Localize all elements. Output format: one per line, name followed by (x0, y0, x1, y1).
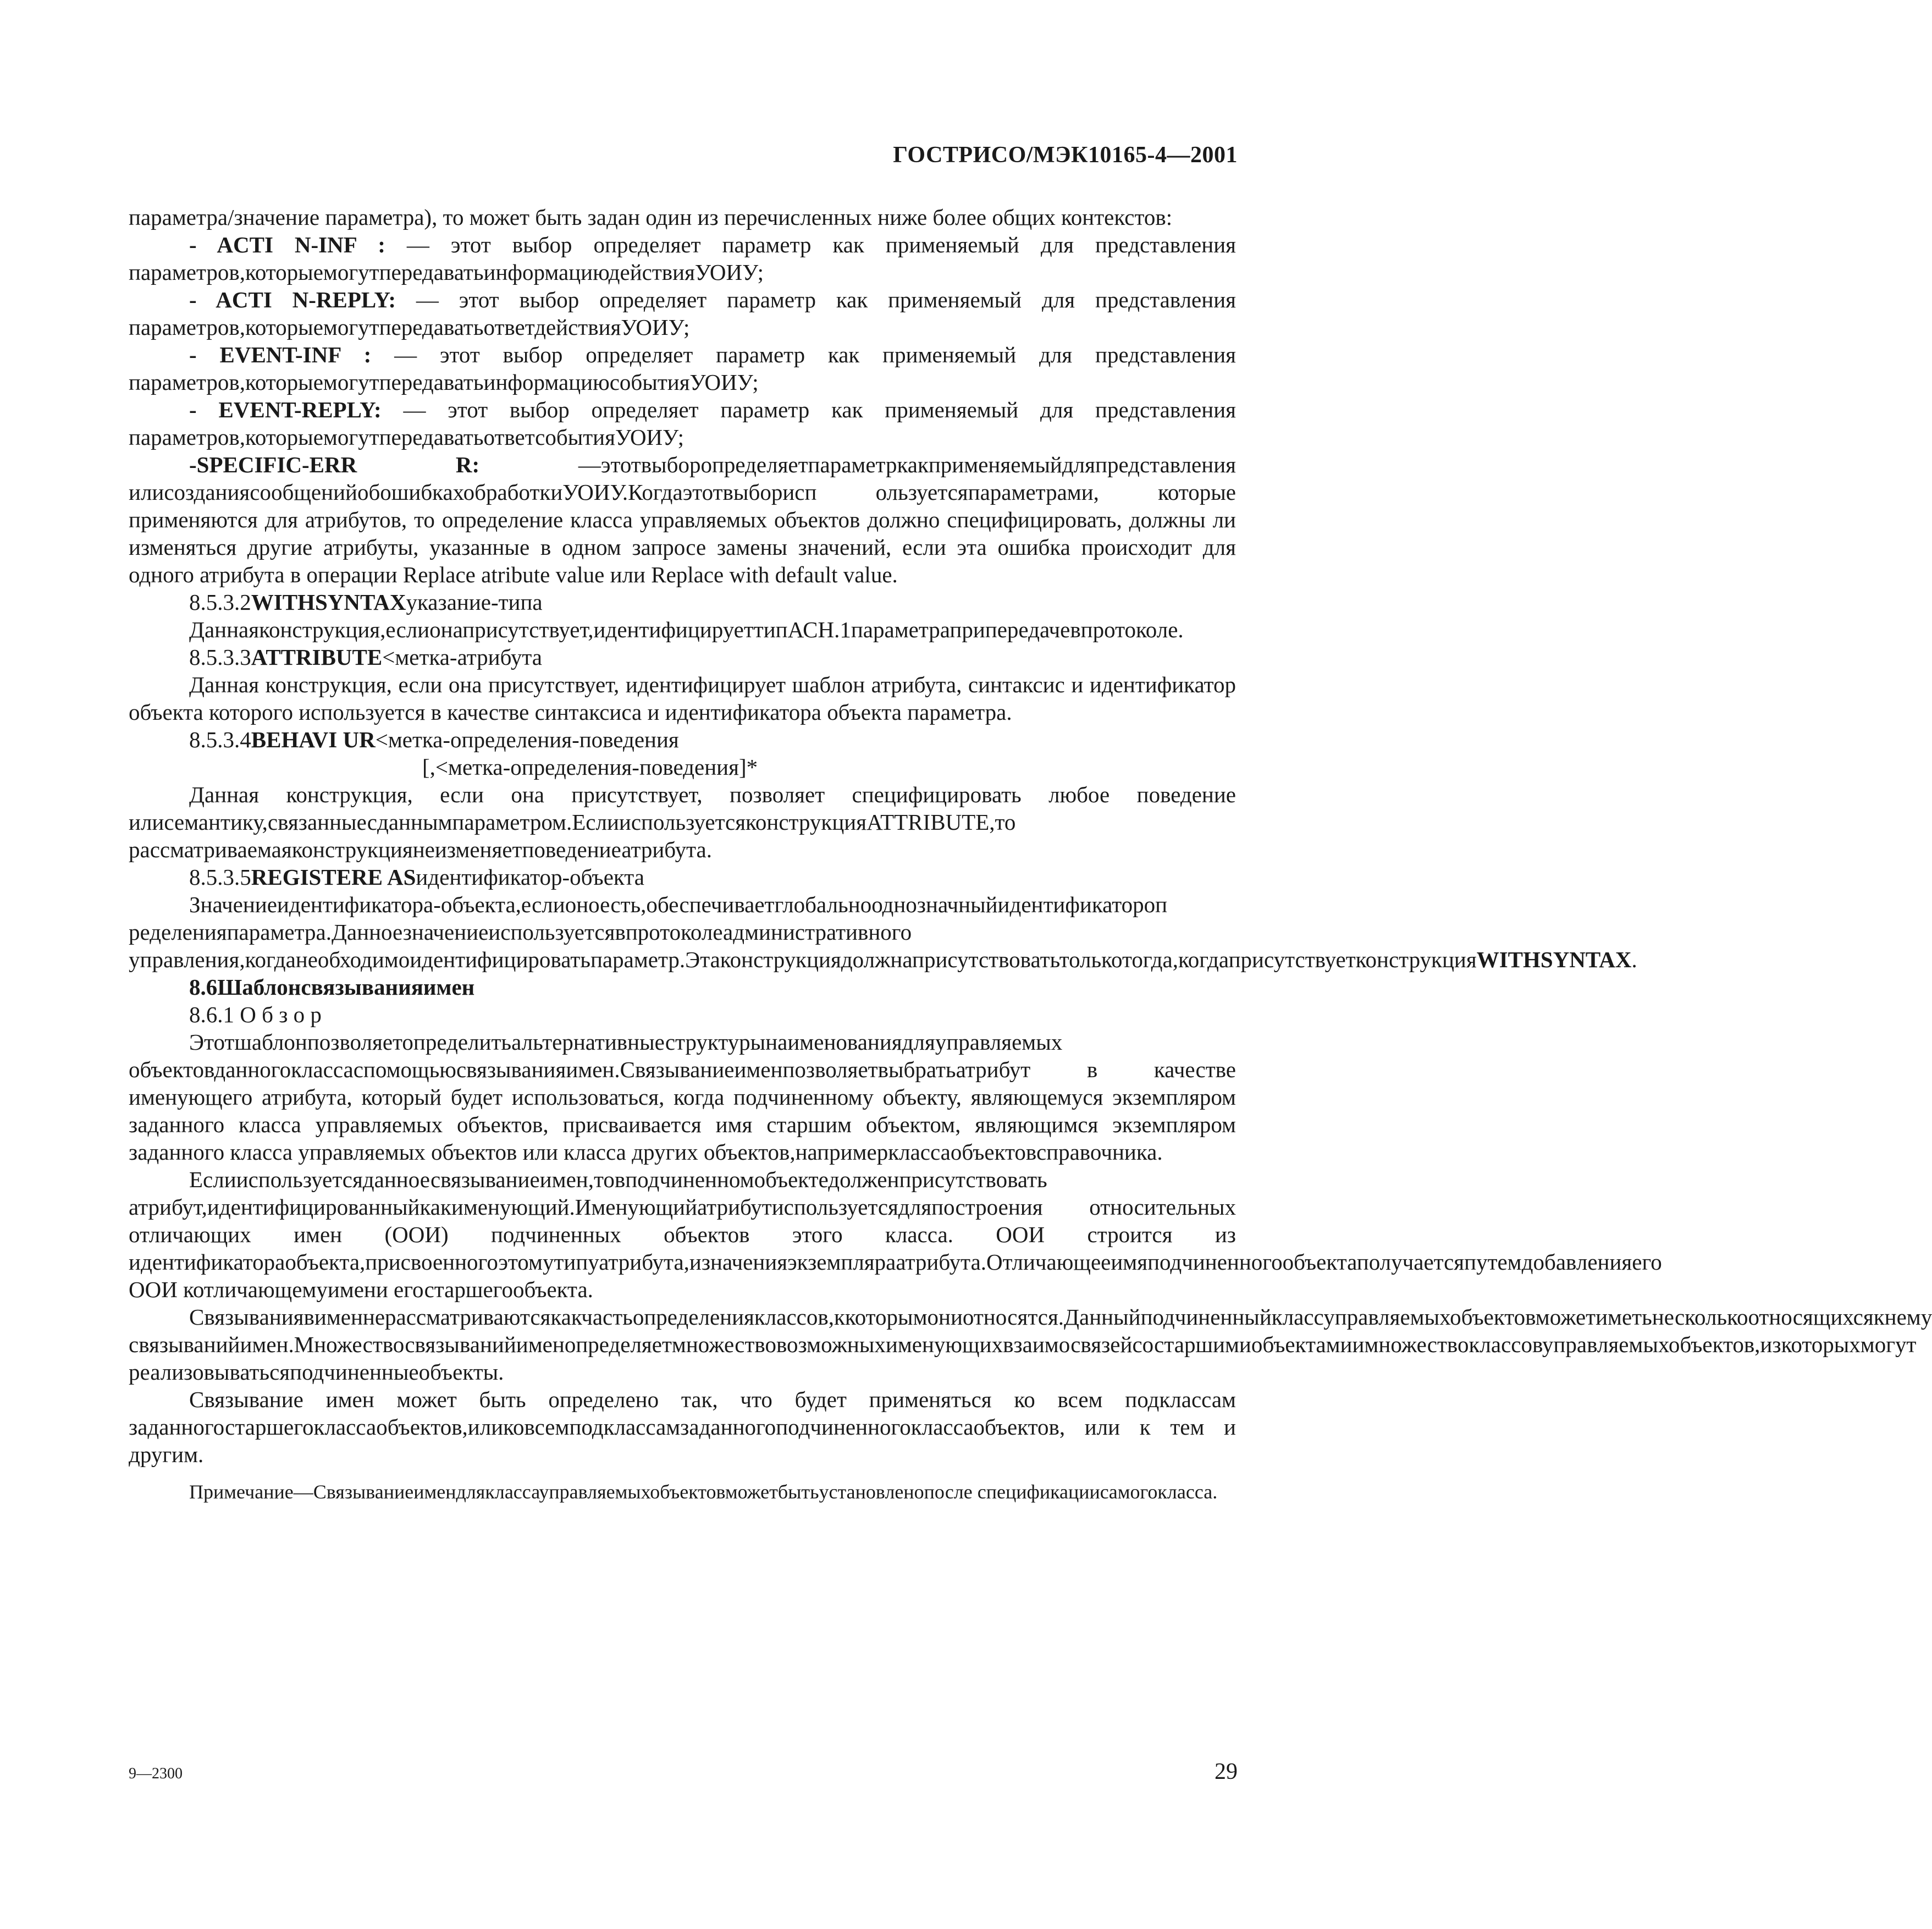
standard-designation-header: ГОСТРИСО/МЭК10165-4—2001 (893, 142, 1238, 168)
paragraph-3: Связываниявименнерассматриваютсякакчастьопределенияклассов,ккоторымониотносятся.Данныйподчиненныйклассуправляемыхобъектовможетиметьнесколькоотносящихсякнему связыванийимен.Множествосвязыванийименопределяетмножествовозможныхименующихвзаимосвязейсостаршимиобъектамиимножествоклассовуправляемыхобъектов,изкоторыхмогут реализовыватьсяподчиненныеобъекты. (129, 1304, 1932, 1385)
clause-8535-heading (129, 863, 1236, 891)
context-list (129, 231, 1236, 588)
keyword: WITHSYNTAX (251, 589, 406, 615)
keyword: ATTRIBUTE (251, 644, 383, 670)
context-item (129, 341, 1236, 396)
section-title: 8.6Шаблонсвязыванияимен (189, 974, 475, 1000)
clause-number: 8.5.3.3 (189, 644, 251, 670)
context-description: —этотвыборопределяетпараметркакприменяемыйдляпредставления илисозданиясообщенийобошибкахобработкиУОИУ.Когдаэтотвыборисп ользуетсяпараметрами, которые применяются для атрибутов, то определение класса управляемых объектов должно специфицировать, должны ли изменяться другие атрибуты, указанные в одном запросе замены значений, если эта ошибка происходит для одного атрибута в операции Replace atribute value или Replace with default value. (129, 452, 1236, 587)
clause-8535-end: . (1631, 947, 1637, 972)
paragraph-2: Еслииспользуетсяданноесвязываниеимен,товподчиненномобъектедолженприсутствовать атрибут,идентифицированныйкакименующий.Именующийатрибутиспользуетсядляпостроения относительных отличающих имен (ООИ) подчиненных объектов этого класса. ООИ строится из идентификатораобъекта,присвоенногоэтомутипуатрибута,изначенияэкземпляраатрибута.Отличающееимяподчиненногообъектаполучаетсяпутемдобавленияего ООИ котличающемуимени егостаршегообъекта. (129, 1167, 1662, 1302)
paragraph-1: Этотшаблонпозволяетопределитьальтернативныеструктурынаименованиядляуправляемых объектовданногоклассаспомощьюсвязыванияимен.Связываниеименпозволяетвыбратьатрибут в качестве именующего атрибута, который будет использоваться, когда подчиненному объекту, являющемуся экземпляром заданного класса управляемых объектов, присваивается имя старшим объектом, являющимся экземпляром заданного класса управляемых объектов или класса других объектов,напримерклассаобъектовсправочника. (129, 1029, 1236, 1165)
clause-8532-heading (129, 588, 1236, 616)
print-code: 9—2300 (129, 1765, 183, 1782)
context-description: — этот выбор определяет параметр как применяемый для представления параметров,которыемогутпередаватьинформациюдействияУОИУ; (129, 232, 1237, 285)
context-item (129, 231, 1236, 286)
context-item (129, 286, 1236, 341)
clause-rest: идентификатор-объекта (416, 864, 644, 890)
page-body (129, 203, 1932, 1504)
clause-8535-text (129, 891, 1637, 973)
context-item (129, 451, 1236, 588)
clause-8535-body: Значениеидентификатора-объекта,еслионоесть,обеспечиваетглобальнооднозначныйидентификатороп ределенияпараметра.Данноезначениеиспользуетсявпротоколеадминистративного управления,когданеобходимоидентифицироватьпараметр.Этаконструкциядолжнаприсутствоватьтолькотогда,когдаприсутствуетконструкция (129, 892, 1477, 972)
intro-paragraph: параметра/значение параметра), то может быть задан один из перечисленных ниже более общих контекстов: (129, 205, 1173, 230)
clause-rest: указание-типа (406, 589, 543, 615)
page-number: 29 (1215, 1759, 1238, 1784)
keyword: REGISTERE AS (251, 864, 416, 890)
clause-8534-continuation: [,<метка-определения-поведения]* (422, 754, 758, 780)
paragraph-4: Связывание имен может быть определено так, что будет применяться ко всем подклассам заданногостаршегоклассаобъектов,иликовсемподклассамзаданногоподчиненногоклассаобъектов, или к тем и другим. (129, 1387, 1236, 1467)
keyword: BEHAVI UR (251, 727, 376, 752)
context-keyword: - EVENT-REPLY: (189, 397, 382, 422)
context-description: — этот выбор определяет параметр как применяемый для представления параметров,которыемогутпередаватьответсобытияУОИУ; (129, 397, 1236, 450)
context-keyword: -SPECIFIC-ERR R: (189, 452, 480, 477)
clause-number: 8.5.3.2 (189, 589, 251, 615)
clause-rest: <метка-определения-поведения (375, 727, 679, 752)
clause-8534-text: Данная конструкция, если она присутствует, позволяет специфицировать любое поведение илисемантику,связанныесданнымпараметром.ЕслииспользуетсяконструкцияATTRIBUTE,то рассматриваемаяконструкциянеизменяетповедениеатрибута. (129, 782, 1236, 862)
section-8-6-heading (129, 973, 1236, 1001)
context-keyword: - ACTI N-REPLY: (189, 287, 396, 312)
context-keyword: - ACTI N-INF : (189, 232, 385, 257)
note: Примечание—Связываниеимендляклассауправляемыхобъектовможетбытьустановленопосле спецификацииcамогокласса. (189, 1481, 1218, 1503)
clause-number: 8.5.3.4 (189, 727, 251, 752)
context-description: — этот выбор определяет параметр как применяемый для представления параметров,которыемогутпередаватьинформациюсобытияУОИУ; (129, 342, 1237, 395)
context-description: — этот выбор определяет параметр как применяемый для представления параметров,которыемогутпередаватьответдействияУОИУ; (129, 287, 1236, 340)
clause-8533-heading (129, 643, 1236, 671)
clause-8532-text: Даннаяконструкция,еслионаприсутствует,идентифицируеттипАСН.1параметраприпередачевпротоколе. (189, 617, 1184, 642)
context-item (129, 396, 1236, 451)
keyword: WITHSYNTAX (1476, 947, 1632, 972)
clause-8534-heading (129, 726, 1236, 753)
clause-number: 8.5.3.5 (189, 864, 251, 890)
clause-rest: <метка-атрибута (382, 644, 542, 670)
clause-8533-text: Данная конструкция, если она присутствует, идентифицирует шаблон атрибута, синтаксис и идентификатор объекта которого используется в качестве синтаксиса и идентификатора объекта параметра. (129, 672, 1236, 725)
context-keyword: - EVENT-INF : (189, 342, 372, 367)
section-8-6-1-heading: 8.6.1 О б з о р (189, 1002, 322, 1027)
